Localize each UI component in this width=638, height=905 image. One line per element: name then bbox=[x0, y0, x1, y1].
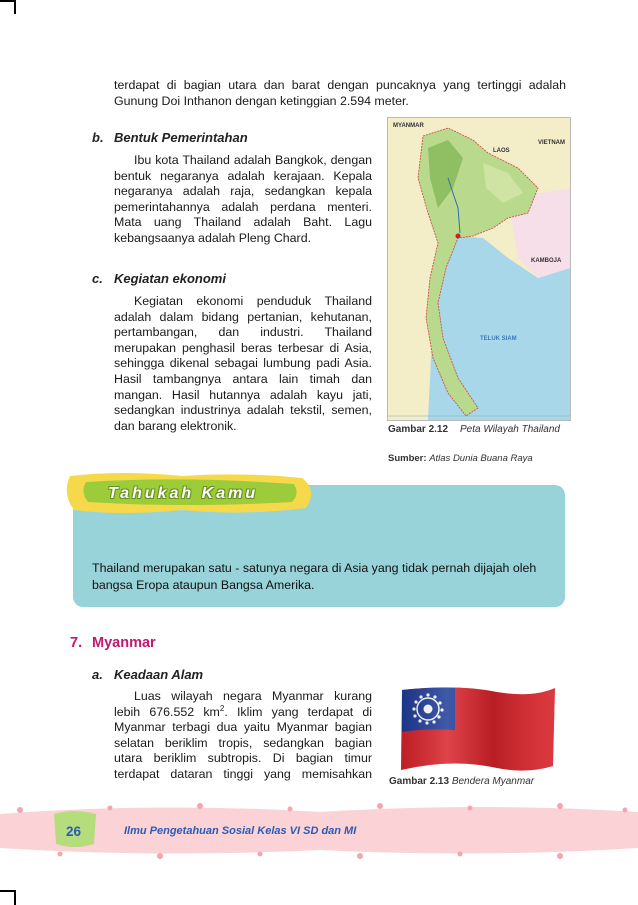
footer-book-title: Ilmu Pengetahuan Sosial Kelas VI SD dan MI bbox=[124, 825, 357, 837]
map-source bbox=[388, 452, 533, 465]
heading-title: Kegiatan ekonomi bbox=[114, 271, 226, 286]
tahukah-kamu-title: Tahukah Kamu bbox=[108, 485, 259, 502]
bentuk-pemerintahan-text: Ibu kota Thailand adalah Bangkok, dengan bentuk negaranya adalah kerajaan. Kepala negaranya adalah raja, sedangkan kepala pemerintahannya adalah perdana menteri. Mata uang Thailand adalah Baht. Lagu kebangsaanya adalah Pleng Chard. bbox=[114, 153, 372, 245]
flag-caption bbox=[389, 775, 534, 788]
kegiatan-ekonomi-heading bbox=[92, 271, 226, 286]
figure-label: Gambar 2.12 bbox=[388, 424, 449, 435]
map-label-laos: LAOS bbox=[493, 148, 510, 154]
figure-label: Gambar 2.13 bbox=[389, 776, 450, 787]
myanmar-heading bbox=[70, 635, 156, 651]
heading-letter: c. bbox=[92, 271, 103, 286]
keadaan-alam-heading bbox=[92, 667, 203, 682]
crop-mark bbox=[0, 890, 14, 892]
map-label-vietnam: VIETNAM bbox=[538, 140, 565, 146]
figure-caption: Peta Wilayah Thailand bbox=[460, 424, 560, 435]
thailand-map-drawing bbox=[388, 118, 570, 420]
heading-title: Bentuk Pemerintahan bbox=[114, 130, 248, 145]
crop-mark bbox=[14, 890, 16, 905]
map-label-teluk-siam: TELUK SIAM bbox=[480, 336, 517, 342]
source-text: Atlas Dunia Buana Raya bbox=[429, 453, 533, 464]
source-label: Sumber: bbox=[388, 453, 427, 464]
thailand-geo-continuation: terdapat di bagian utara dan barat dengan puncaknya yang tertinggi adalah Gunung Doi Inthanon dengan ketinggian 2.594 meter. bbox=[114, 78, 566, 108]
figure-caption: Bendera Myanmar bbox=[451, 776, 535, 787]
crop-mark bbox=[0, 0, 14, 2]
section-number: 7. bbox=[70, 635, 83, 651]
section-title: Myanmar bbox=[92, 635, 156, 651]
heading-letter: b. bbox=[92, 130, 104, 145]
page-number: 26 bbox=[66, 824, 82, 839]
myanmar-flag bbox=[397, 684, 557, 774]
map-label-kamboja: KAMBOJA bbox=[531, 258, 562, 264]
capital-marker bbox=[456, 234, 461, 239]
alam-text-part1: Luas wilayah negara Myanmar kurang lebih 676.552 km bbox=[114, 689, 372, 719]
alam-text-part2: . Iklim yang terdapat di Myanmar terbagi dua yaitu Myanmar bagian selatan beriklim tropis, sedangkan bagian utara beriklim subtropis. Di bagian timur terdapat dataran tinggi yang memisahkan bbox=[114, 704, 372, 781]
heading-letter: a. bbox=[92, 667, 103, 682]
tahukah-kamu-text: Thailand merupakan satu - satunya negara di Asia yang tidak pernah dijajah oleh bangsa Eropa ataupun Bangsa Amerika. bbox=[92, 561, 537, 593]
map-label-myanmar: MYANMAR bbox=[393, 123, 424, 129]
alam-superscript: 2 bbox=[219, 703, 225, 713]
thailand-map bbox=[387, 117, 571, 421]
keadaan-alam-text bbox=[114, 689, 372, 783]
kegiatan-ekonomi-text: Kegiatan ekonomi penduduk Thailand adalah dalam bidang pertanian, kehutanan, pertambangan, dan industri. Thailand merupakan penghasil beras terbesar di Asia, sehingga dikenal sebagai lumbung padi Asia. Hasil tambangnya antara lain timah dan mangan. Hasil hutannya adalah kayu jati, sedangkan industrinya adalah tekstil, semen, dan barang elektronik. bbox=[114, 294, 372, 433]
flag-shading bbox=[401, 687, 555, 770]
bentuk-pemerintahan-heading bbox=[92, 130, 248, 145]
heading-title: Keadaan Alam bbox=[114, 667, 204, 682]
crop-mark bbox=[14, 0, 16, 14]
map-caption bbox=[388, 423, 568, 436]
